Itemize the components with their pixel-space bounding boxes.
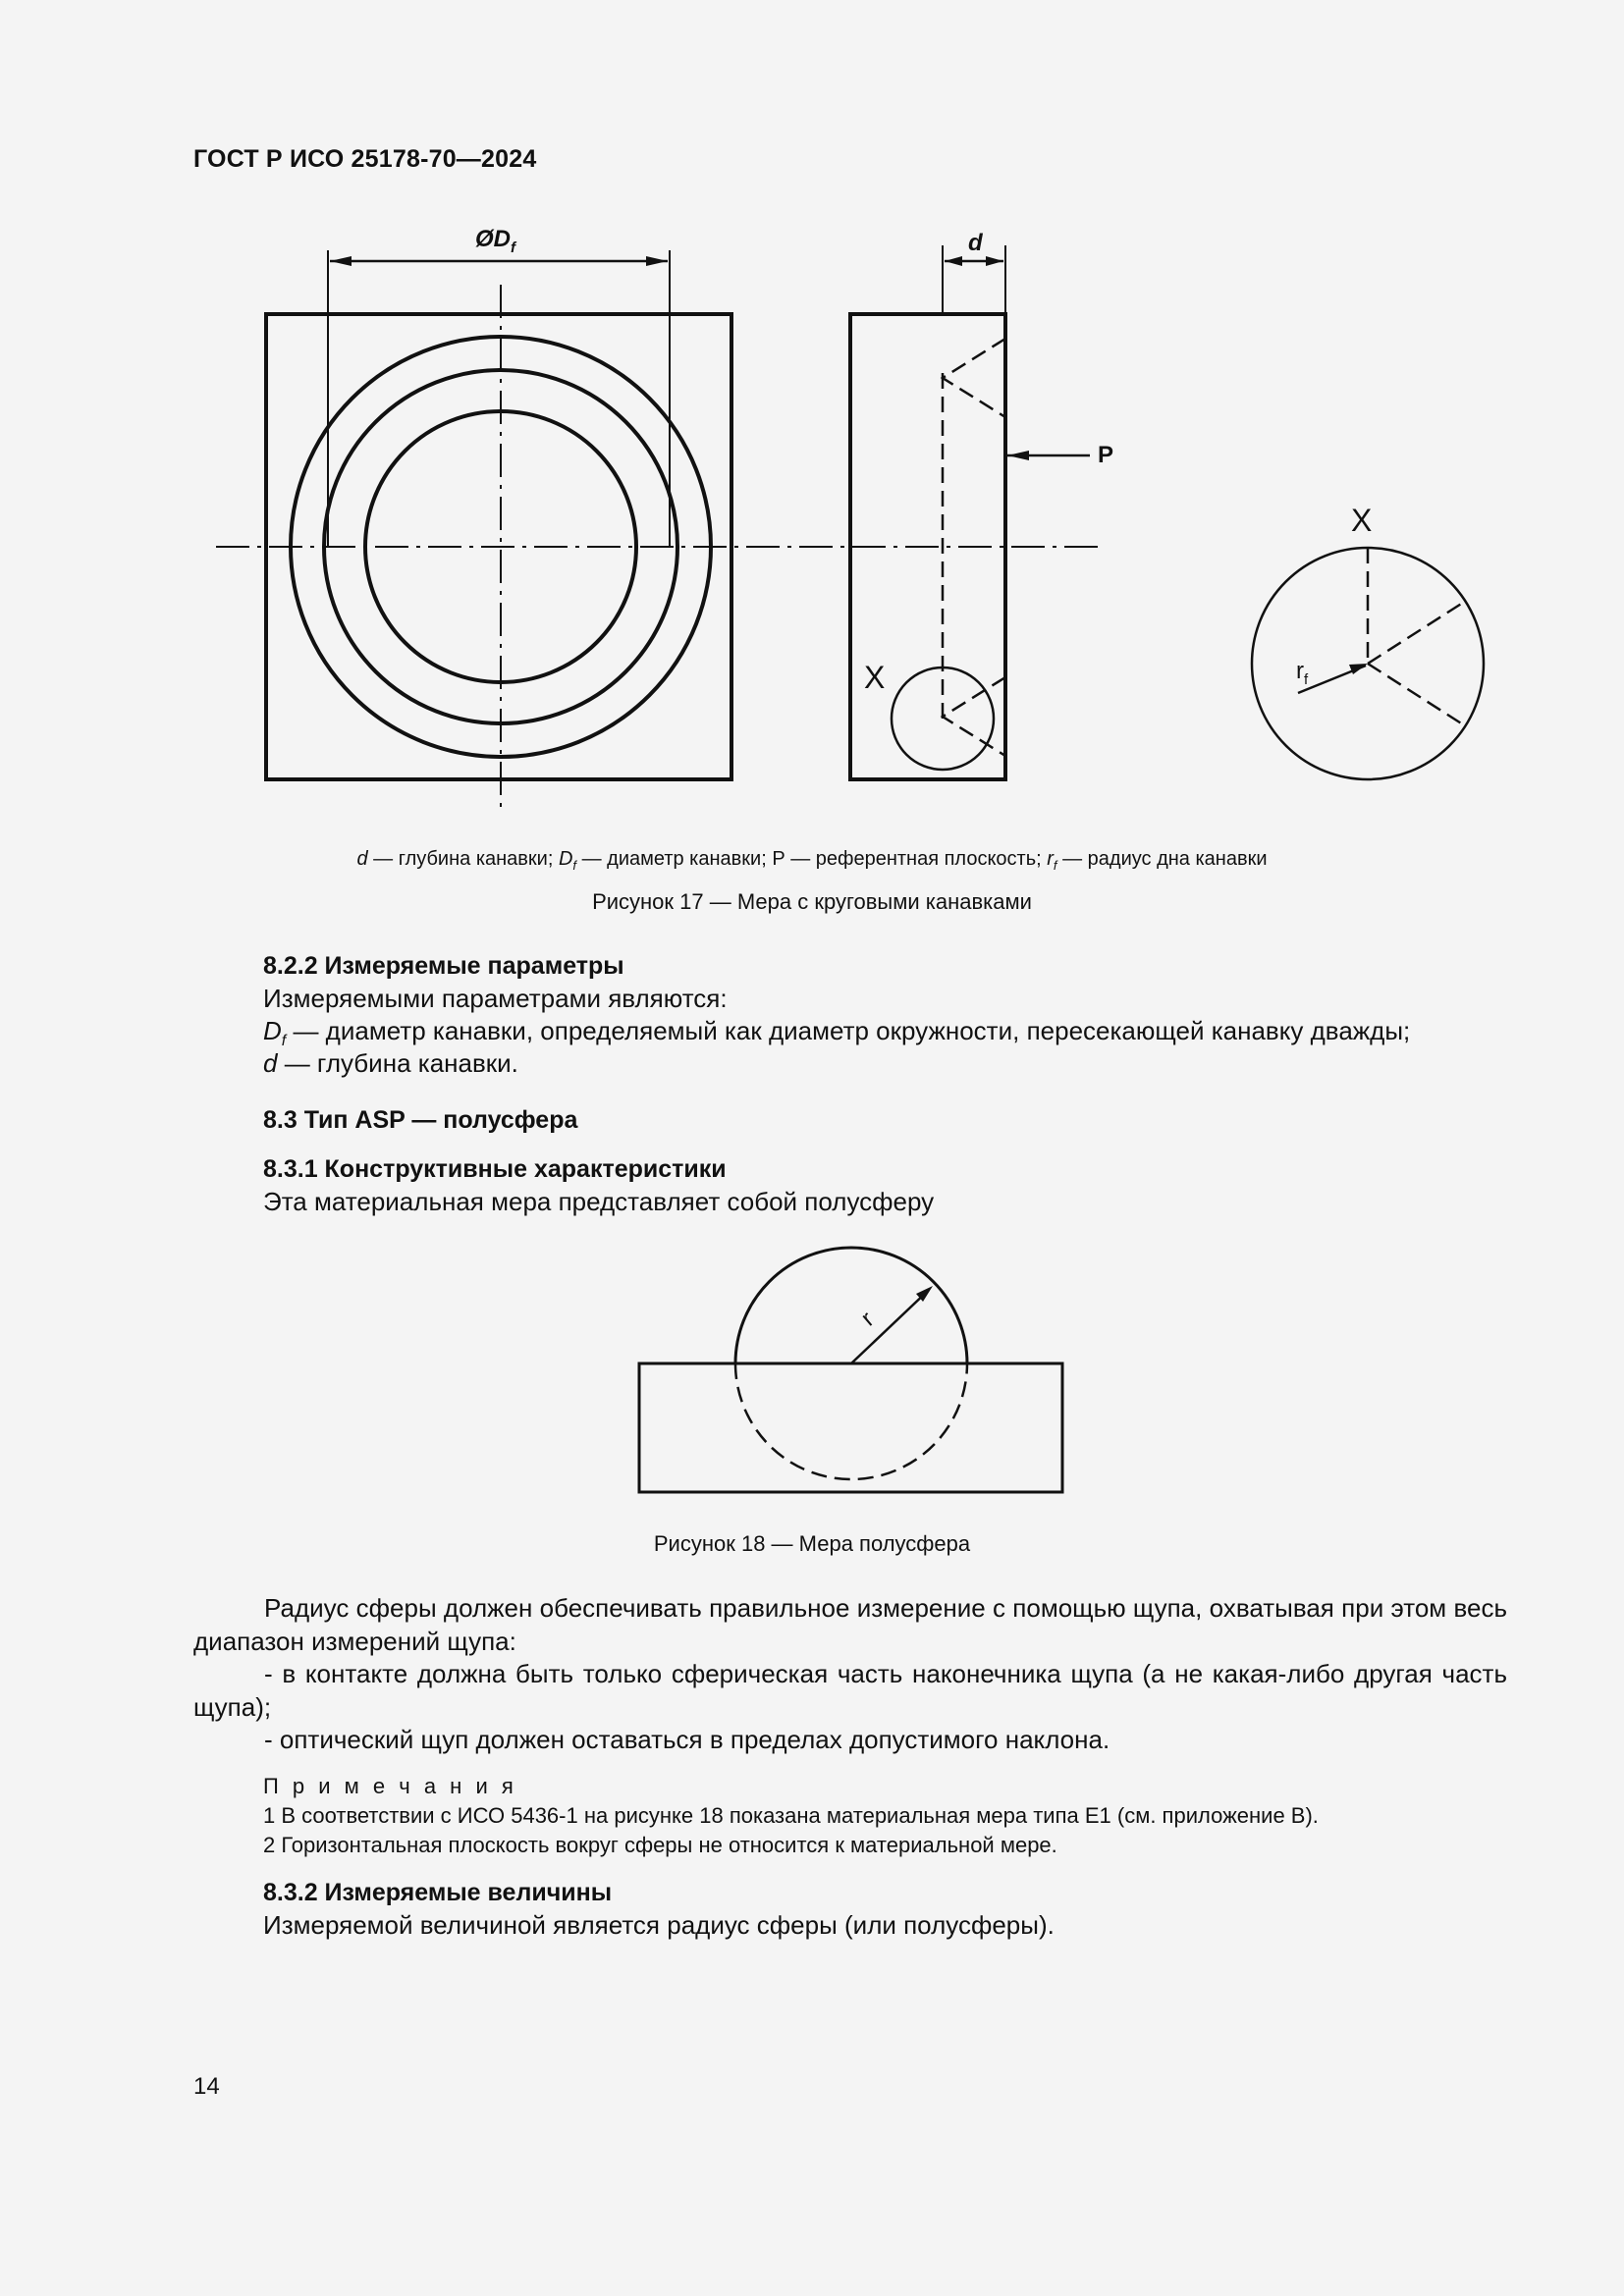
- detail-x-hidden-lower: [1368, 664, 1466, 726]
- hemisphere-base-plate: [639, 1363, 1062, 1492]
- section-83-heading: 8.3 Тип ASP — полусфера: [263, 1106, 578, 1134]
- body-paragraph-2: - в контакте должна быть только сферическая часть наконечника щупа (а не какая-либо другая часть щупа);: [193, 1659, 1507, 1722]
- note-2: 2 Горизонтальная плоскость вокруг сферы не относится к материальной мере.: [263, 1833, 1057, 1857]
- section-822-item-df: $D_f$ — диаметр канавки, определяемый как диаметр окружности, пересекающей канавку дважды;: [263, 1016, 1411, 1050]
- hemisphere-radius-line: [851, 1290, 929, 1363]
- section-831-text: Эта материальная мера представляет собой полусферу: [263, 1187, 935, 1216]
- rf-radius-label: $r_f$: [1296, 658, 1309, 688]
- d-dimension-label: d: [968, 230, 983, 256]
- section-822-item-d: d — глубина канавки.: [263, 1048, 518, 1078]
- detail-x-hidden-upper: [1368, 601, 1466, 664]
- df-arrowhead-right: [646, 256, 668, 266]
- df-dimension-label: $ØD_f$: [475, 226, 515, 256]
- rf-arrowhead: [1349, 664, 1368, 674]
- p-arrowhead: [1007, 451, 1029, 460]
- groove-profile-top: [943, 339, 1005, 417]
- note-1: 1 В соответствии с ИСО 5436-1 на рисунке 18 показана материальная мера типа Е1 (см. приложение В).: [263, 1803, 1319, 1828]
- figure-18-drawing: [0, 1227, 1624, 1512]
- notes-title: П р и м е ч а н и я: [263, 1774, 517, 1798]
- section-832-text: Измеряемой величиной является радиус сферы (или полусферы).: [263, 1910, 1055, 1940]
- d-arrowhead-right: [986, 256, 1003, 266]
- ref-plane-label: P: [1098, 442, 1114, 468]
- body-paragraph-1: Радиус сферы должен обеспечивать правильное измерение с помощью щупа, охватывая при этом весь диапазон измерений щупа:: [193, 1593, 1507, 1656]
- groove-profile-bottom: [943, 677, 1005, 756]
- page-number: 14: [193, 2073, 220, 2100]
- hemisphere-radius-label: r: [855, 1306, 880, 1332]
- figure-17-legend: d — глубина канавки; $D_f$ — диаметр канавки; Р — референтная плоскость; $r_f$ — радиус дна канавки: [356, 848, 1268, 873]
- detail-x-label-zoom: X: [1351, 503, 1373, 538]
- section-832-heading: 8.3.2 Измеряемые величины: [263, 1879, 613, 1906]
- body-paragraph-3: - оптический щуп должен оставаться в пределах допустимого наклона.: [264, 1725, 1110, 1754]
- section-831-heading: 8.3.1 Конструктивные характеристики: [263, 1155, 727, 1183]
- section-822-heading: 8.2.2 Измеряемые параметры: [263, 952, 624, 980]
- df-arrowhead-left: [330, 256, 352, 266]
- figure-17-caption: Рисунок 17 — Мера с круговыми канавками: [592, 889, 1032, 914]
- d-arrowhead-left: [945, 256, 962, 266]
- document-header: ГОСТ Р ИСО 25178-70—2024: [193, 145, 537, 173]
- section-822-intro: Измеряемыми параметрами являются:: [263, 984, 728, 1013]
- figure-17-drawing: [0, 216, 1624, 825]
- figure-18-caption: Рисунок 18 — Мера полусфера: [653, 1531, 971, 1556]
- detail-x-label-side: X: [864, 660, 886, 695]
- hemisphere-visible-arc: [735, 1248, 967, 1363]
- hemisphere-hidden-arc: [735, 1363, 967, 1479]
